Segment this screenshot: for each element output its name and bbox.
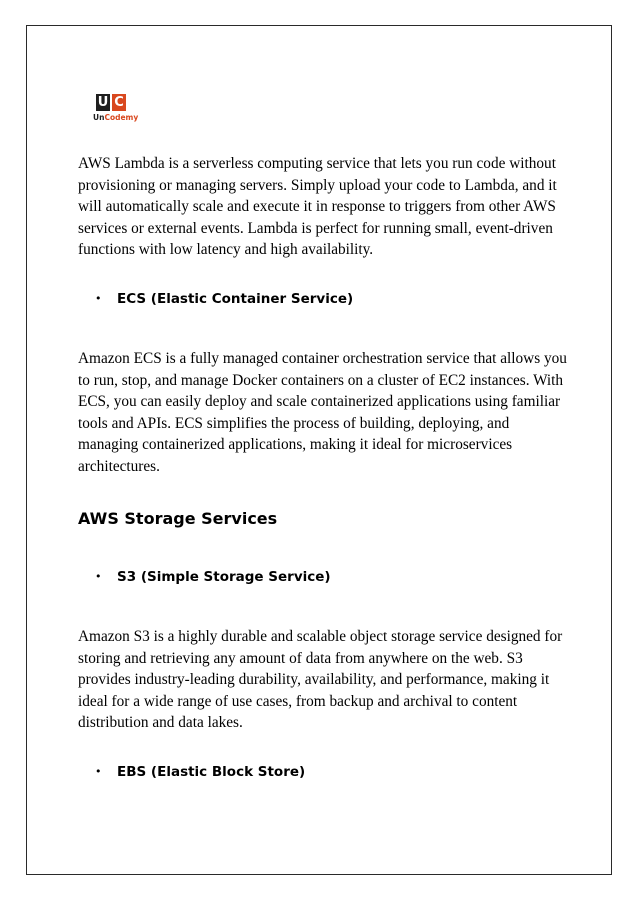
bullet-dot-ebs: • <box>95 765 102 778</box>
logo-mark <box>96 94 126 111</box>
logo-mark-u: U <box>97 95 109 110</box>
logo-wordmark <box>93 113 138 122</box>
s3-paragraph: Amazon S3 is a highly durable and scalable object storage service designed for storing and retrieving any amount of data from anywhere on the web. S3 provides industry-leading durability, availability, and performance, making it ideal for a wide range of use cases, from backup and archival to content distribution and data lakes. <box>78 628 563 731</box>
logo-mark-c: C <box>112 94 126 111</box>
lambda-paragraph: AWS Lambda is a serverless computing service that lets you run code without provisioning or managing servers. Simply upload your code to Lambda, and it will automatically scale and execute it in response to triggers from other AWS services or external events. Lambda is perfect for running small, event-driven functions with low latency and high availability. <box>78 155 557 258</box>
bullet-dot-s3: • <box>95 570 102 583</box>
ebs-bullet-label: EBS (Elastic Block Store) <box>117 764 306 780</box>
bullet-dot-ecs: • <box>95 292 102 305</box>
uncodemy-logo <box>93 94 145 126</box>
logo-wordmark-codemy: Codemy <box>104 113 139 122</box>
s3-bullet-label: S3 (Simple Storage Service) <box>117 569 331 585</box>
ecs-bullet-label: ECS (Elastic Container Service) <box>117 291 354 307</box>
ecs-paragraph: Amazon ECS is a fully managed container orchestration service that allows you to run, stop, and manage Docker containers on a cluster of EC2 instances. With ECS, you can easily deploy and scale containerized applications using familiar tools and APIs. ECS simplifies the process of building, deploying, and managing containerized applications, making it ideal for microservices architectures. <box>78 350 567 475</box>
logo-wordmark-un: Un <box>93 113 105 122</box>
storage-section-heading: AWS Storage Services <box>78 509 278 528</box>
